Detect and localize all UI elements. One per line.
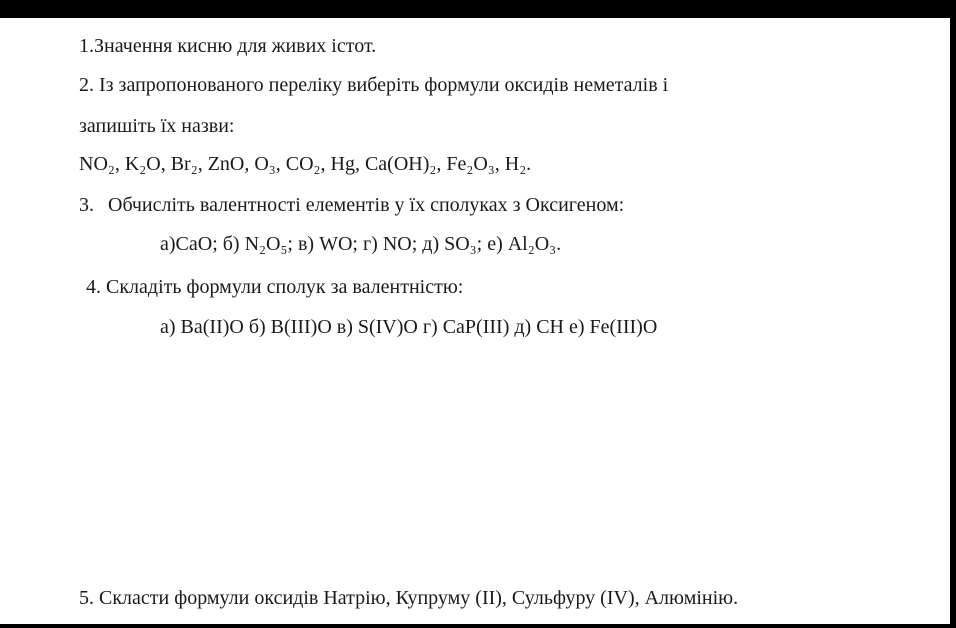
task-1: 1.Значення кисню для живих істот. [79,35,377,57]
task-5: 5. Скласти формули оксидів Натрію, Купруму (II), Сульфуру (IV), Алюмінію. [79,587,739,609]
bottom-black-border [0,624,956,628]
task-3-text: Обчисліть валентності елементів у їх сполуках з Оксигеном: [108,194,625,216]
task-2-formulas: NO₂, K₂O, Br₂, ZnO, O₃, CO₂, Hg, Ca(OH)₂, Fe₂O₃, H₂. [79,153,532,175]
task-4-items: а) Ba(II)O б) B(III)O в) S(IV)O г) CaP(III) д) CH е) Fe(III)O [160,316,658,338]
task-3-heading [79,193,624,217]
task-2-line-2: запишіть їх назви: [79,115,235,137]
task-2-line-1: 2. Із запропонованого переліку виберіть формули оксидів неметалів і [79,74,669,96]
task-4-heading: 4. Складіть формули сполук за валентністю: [86,276,464,298]
task-3-number: 3. [79,194,94,216]
task-3-items: а)CaO; б) N₂O₅; в) WO; г) NO; д) SO₃; е) Al₂O₃. [160,233,562,255]
right-black-border [950,0,956,628]
top-black-border [0,0,956,18]
